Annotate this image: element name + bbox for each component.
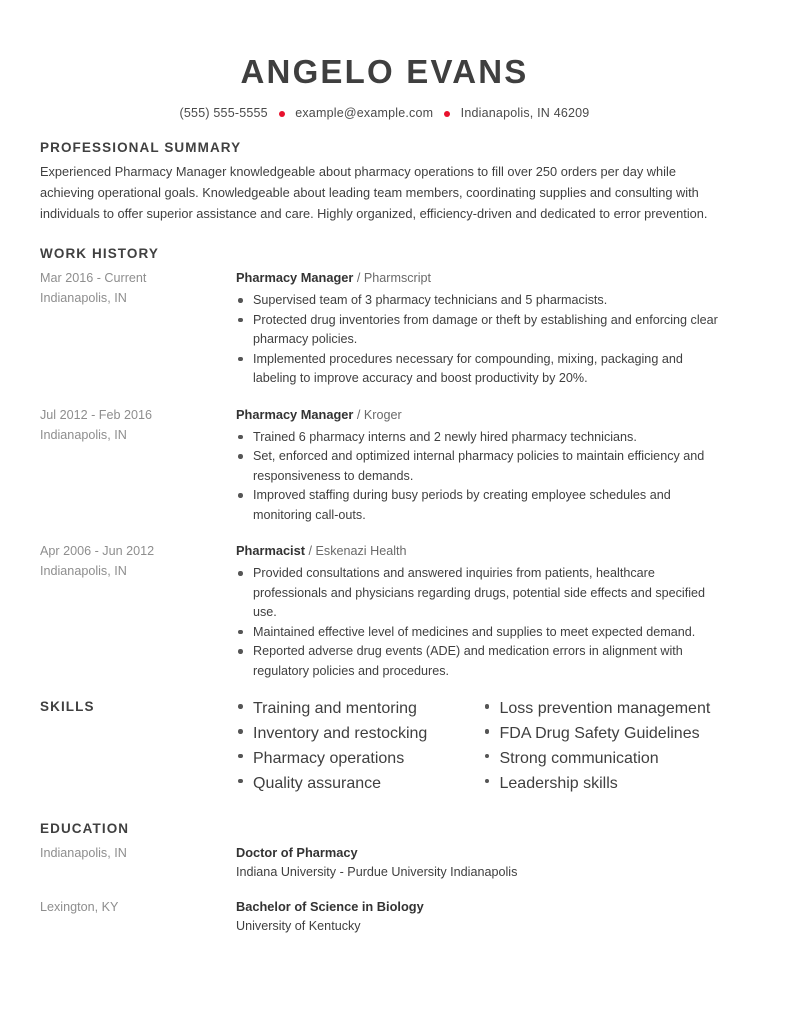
skill-item: Leadership skills [483,772,730,797]
work-history-entry [40,541,729,681]
skill-item: Strong communication [483,747,730,772]
skills-list [483,697,730,796]
work-bullet: Improved staffing during busy periods by creating employee schedules and monitoring call-outs. [236,486,729,525]
work-entry-dates: Mar 2016 - Current [40,271,147,286]
location: Indianapolis, IN 46209 [460,106,590,121]
section-work-history [40,246,729,681]
work-bullet: Provided consultations and answered inquiries from patients, healthcare professionals and physicians regarding drugs, potential side effects and specified use. [236,564,729,623]
work-entry-heading [236,541,729,562]
education-degree: Bachelor of Science in Biology [236,898,424,914]
skills-label-column [40,695,236,796]
work-entry-role: Pharmacy Manager [236,406,354,422]
education-entry-detail [236,897,729,937]
work-bullet: Supervised team of 3 pharmacy technicians and 5 pharmacists. [236,291,729,311]
skill-item: Loss prevention management [483,697,730,722]
work-history-entry [40,405,729,525]
work-bullet: Maintained effective level of medicines and supplies to meet expected demand. [236,623,729,643]
work-entry-city: Indianapolis, IN [40,427,127,442]
work-entry-meta [40,405,236,525]
work-entry-city: Indianapolis, IN [40,291,127,306]
section-title-skills: SKILLS [40,699,95,715]
section-title-work-history: WORK HISTORY [40,246,159,262]
education-entry-city: Indianapolis, IN [40,845,127,860]
skill-item: Inventory and restocking [236,722,483,747]
work-bullet: Protected drug inventories from damage or theft by establishing and enforcing clear pharmacy policies. [236,311,729,350]
education-entry [40,897,729,937]
work-entry-detail [236,541,729,681]
education-entry [40,843,729,883]
bullet-separator-icon [444,111,450,117]
work-bullet: Reported adverse drug events (ADE) and medication errors in alignment with regulatory policies and procedures. [236,642,729,681]
contact-line [40,106,729,120]
work-entry-detail [236,268,729,388]
skill-item: Pharmacy operations [236,747,483,772]
work-entry-separator: / [308,544,312,559]
work-entry-company: Pharmscript [363,271,432,286]
education-entry-detail [236,843,729,883]
work-entry-separator: / [356,271,361,286]
work-entry-company: Kroger [363,407,402,422]
skill-item: FDA Drug Safety Guidelines [483,722,730,747]
section-skills [40,695,729,796]
skills-list [236,697,483,796]
section-education [40,821,729,937]
work-entry-bullets [236,291,729,389]
professional-summary-text: Experienced Pharmacy Manager knowledgeable about pharmacy operations to fill over 250 orders per day while achieving operational goals. Knowledgeable about leading team members, coordinating supplies and consulting with individuals to offer superior assistance and care. Highly organized, efficiency-driven and dedicated to error prevention. [40,164,708,221]
education-degree: Doctor of Pharmacy [236,844,358,860]
work-entry-heading [236,268,729,289]
section-title-professional-summary: PROFESSIONAL SUMMARY [40,140,242,156]
work-entry-role: Pharmacy Manager [236,270,354,286]
skill-item: Training and mentoring [236,697,483,722]
work-entry-role: Pharmacist [236,543,305,559]
resume-header [40,54,729,120]
education-school: Indiana University - Purdue University Indianapolis [236,864,518,879]
work-entry-company: Eskenazi Health [315,544,407,559]
skill-item: Quality assurance [236,772,483,797]
skills-column-two [483,695,730,796]
skills-row [40,695,729,796]
work-entry-heading [236,405,729,426]
work-entry-meta [40,268,236,388]
section-title-education: EDUCATION [40,820,130,836]
work-bullet: Trained 6 pharmacy interns and 2 newly hired pharmacy technicians. [236,428,729,448]
candidate-name: ANGELO EVANS [240,53,529,90]
work-bullet: Implemented procedures necessary for compounding, mixing, packaging and labeling to improve accuracy and boost productivity by 20%. [236,350,729,389]
bullet-separator-icon [279,111,285,117]
work-entry-meta [40,541,236,681]
education-school: University of Kentucky [236,918,361,933]
section-professional-summary [40,140,729,224]
work-entry-bullets [236,428,729,526]
email-address: example@example.com [295,106,434,121]
education-entry-city: Lexington, KY [40,899,119,914]
phone-number: (555) 555-5555 [179,106,268,121]
skills-columns [236,695,729,796]
skills-column-one [236,695,483,796]
work-history-entry [40,268,729,388]
work-entry-detail [236,405,729,525]
work-entry-dates: Apr 2006 - Jun 2012 [40,544,155,559]
work-entry-separator: / [356,407,361,422]
work-entry-city: Indianapolis, IN [40,564,127,579]
work-entry-dates: Jul 2012 - Feb 2016 [40,407,153,422]
work-bullet: Set, enforced and optimized internal pharmacy policies to maintain efficiency and responsiveness to demands. [236,447,729,486]
work-entry-bullets [236,564,729,681]
